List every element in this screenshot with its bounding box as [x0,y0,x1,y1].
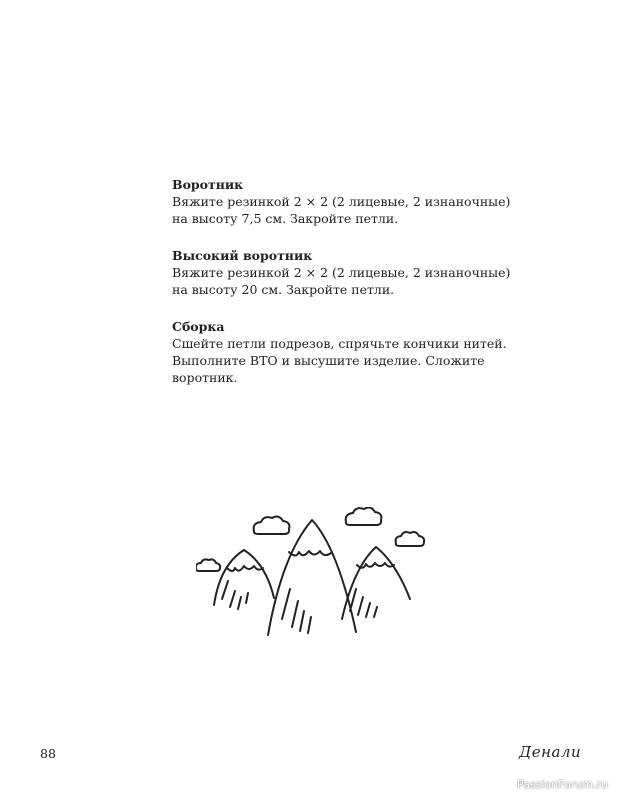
watermark: PassionForum.ru [517,778,608,791]
book-brand: Денали [519,743,582,761]
section-text-line: Вяжите резинкой 2 × 2 (2 лицевые, 2 изнаночные) [172,265,511,280]
section-text-line: на высоту 20 см. Закройте петли. [172,282,395,297]
section-text-line: Вяжите резинкой 2 × 2 (2 лицевые, 2 изнаночные) [172,194,511,209]
section-heading: Высокий воротник [172,248,313,263]
section-heading: Сборка [172,319,225,334]
page-number: 88 [40,746,56,761]
section-assembly [172,318,507,386]
section-text-line: Выполните ВТО и высушите изделие. Сложите [172,353,485,368]
section-high-collar [172,247,511,298]
section-heading: Воротник [172,177,244,192]
mountains-with-clouds-icon [196,507,436,639]
section-text-line: воротник. [172,370,238,385]
section-text-line: Сшейте петли подрезов, спрячьте кончики нитей. [172,336,507,351]
article-body [172,176,511,406]
section-collar [172,176,511,227]
section-text-line: на высоту 7,5 см. Закройте петли. [172,211,399,226]
